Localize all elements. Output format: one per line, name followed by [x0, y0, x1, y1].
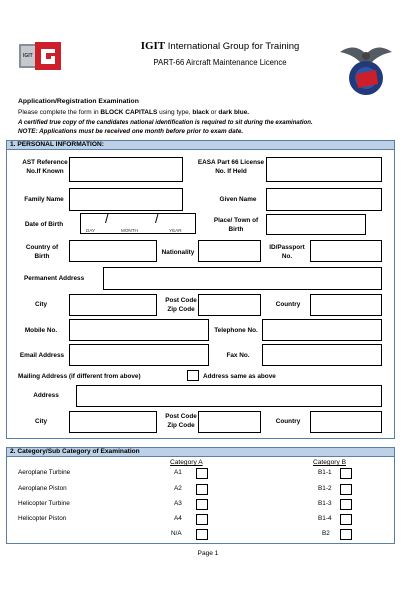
place-town-label: Place/ Town of Birth	[213, 217, 259, 233]
row-label: Helicopter Turbine	[18, 500, 70, 507]
post-code-field[interactable]	[198, 294, 261, 316]
city-field[interactable]	[69, 294, 157, 316]
intro-note	[18, 128, 243, 135]
post-code2-label: Post Code Zip Code	[165, 413, 197, 429]
address-same-checkbox[interactable]	[187, 370, 199, 381]
intro-line-1	[18, 109, 249, 116]
row-label: Helicopter Piston	[18, 515, 67, 522]
cat-a-checkbox-a4[interactable]	[196, 514, 208, 525]
intro-line-1c: using type,	[157, 109, 193, 116]
eagle-emblem-logo	[338, 40, 394, 100]
place-town-field[interactable]	[266, 214, 366, 235]
intro-line-1d: black	[192, 109, 209, 116]
dob-month: MONTH	[121, 228, 138, 233]
easa-licence-field[interactable]	[266, 157, 382, 182]
cat-a-checkbox-a3[interactable]	[196, 499, 208, 510]
family-name-label: Family Name	[24, 196, 64, 203]
id-passport-label: ID/Passport No.	[269, 244, 305, 260]
row-label: Aeroplane Turbine	[18, 469, 71, 476]
post-code-label: Post Code Zip Code	[165, 297, 197, 313]
intro-line-1b: BLOCK CAPITALS	[100, 109, 158, 116]
cat-a-code: A3	[174, 500, 182, 507]
nationality-field[interactable]	[198, 240, 261, 262]
cat-a-code: A4	[174, 515, 182, 522]
section1-header: 1. PERSONAL INFORMATION:	[6, 140, 395, 150]
cat-b-checkbox-b1-1[interactable]	[340, 468, 352, 479]
cat-a-code: N/A	[171, 530, 182, 537]
cat-b-code: B1-3	[318, 500, 332, 507]
cat-b-code: B1-2	[318, 485, 332, 492]
given-name-field[interactable]	[266, 188, 382, 211]
address-label: Address	[33, 392, 59, 399]
cat-a-code: A2	[174, 485, 182, 492]
dob-day: DAY	[86, 228, 96, 233]
intro-line-1f: dark blue.	[218, 109, 250, 116]
cat-a-code: A1	[174, 469, 182, 476]
intro-line-1a: Please complete the form in	[18, 109, 101, 116]
logo-text: IGIT	[23, 53, 33, 59]
dob-year: YEAR	[169, 228, 182, 233]
city2-label: City	[34, 418, 48, 425]
telephone-field[interactable]	[262, 319, 382, 341]
dob-sep-1: /	[105, 211, 109, 226]
cat-b-checkbox-b2[interactable]	[340, 529, 352, 540]
cat-b-code: B1-1	[318, 469, 332, 476]
ast-ref-field[interactable]	[69, 157, 183, 182]
dob-sep-2: /	[155, 211, 159, 226]
cat-b-checkbox-b1-3[interactable]	[340, 499, 352, 510]
mobile-label: Mobile No.	[24, 327, 58, 334]
email-label: Email Address	[19, 352, 65, 359]
address-same-label: Address same as above	[203, 373, 276, 380]
cat-a-checkbox-na[interactable]	[196, 529, 208, 540]
intro-line-2: A certified true copy of the candidates national identification is required to sit during the examination.	[18, 119, 313, 126]
family-name-field[interactable]	[69, 188, 183, 211]
cat-a-checkbox-a1[interactable]	[196, 468, 208, 479]
category-b-header: Category B	[313, 459, 346, 466]
cat-b-code: B1-4	[318, 515, 332, 522]
page-subtitle: PART-66 Aircraft Maintenance Licence	[153, 58, 287, 67]
note-text: Applications must be received one month before prior to exam date.	[37, 128, 244, 135]
intro-heading: Application/Registration Examination	[18, 98, 139, 105]
note-label: NOTE:	[18, 128, 38, 135]
org-rest: International Group for Training	[165, 41, 300, 52]
fax-field[interactable]	[262, 344, 382, 366]
row-label: Aeroplane Piston	[18, 485, 67, 492]
city2-field[interactable]	[69, 411, 157, 433]
page-title	[110, 40, 330, 52]
permanent-address-label: Permanent Address	[24, 275, 85, 282]
dob-label: Date of Birth	[24, 221, 64, 228]
easa-licence-label: EASA Part 66 License No. If Held	[197, 159, 265, 175]
cat-a-checkbox-a2[interactable]	[196, 484, 208, 495]
email-field[interactable]	[69, 344, 209, 366]
telephone-label: Telephone No.	[214, 327, 258, 334]
nationality-label: Nationality	[161, 249, 195, 256]
section2-header: 2. Category/Sub Category of Examination	[6, 447, 395, 457]
fax-label: Fax No.	[226, 352, 250, 359]
igit-logo	[19, 40, 63, 72]
given-name-label: Given Name	[219, 196, 257, 203]
mobile-field[interactable]	[69, 319, 209, 341]
ast-ref-label: AST Reference No.If Known	[22, 159, 68, 175]
country-birth-label: Country of Birth	[25, 244, 59, 260]
page-number: Page 1	[197, 550, 219, 557]
address-field[interactable]	[76, 385, 382, 407]
country-field[interactable]	[310, 294, 382, 316]
city-label: City	[34, 301, 48, 308]
country2-label: Country	[275, 418, 301, 425]
post-code2-field[interactable]	[198, 411, 261, 433]
country-label: Country	[275, 301, 301, 308]
permanent-address-field[interactable]	[103, 267, 382, 290]
country-birth-field[interactable]	[69, 240, 157, 262]
country2-field[interactable]	[310, 411, 382, 433]
cat-b-code: B2	[322, 530, 330, 537]
mailing-address-label: Mailing Address (if different from above)	[18, 373, 141, 380]
org-strong: IGIT	[140, 40, 166, 52]
intro-line-1e: or	[209, 109, 219, 116]
category-a-header: Category A	[170, 459, 203, 466]
cat-b-checkbox-b1-4[interactable]	[340, 514, 352, 525]
cat-b-checkbox-b1-2[interactable]	[340, 484, 352, 495]
id-passport-field[interactable]	[310, 240, 382, 262]
